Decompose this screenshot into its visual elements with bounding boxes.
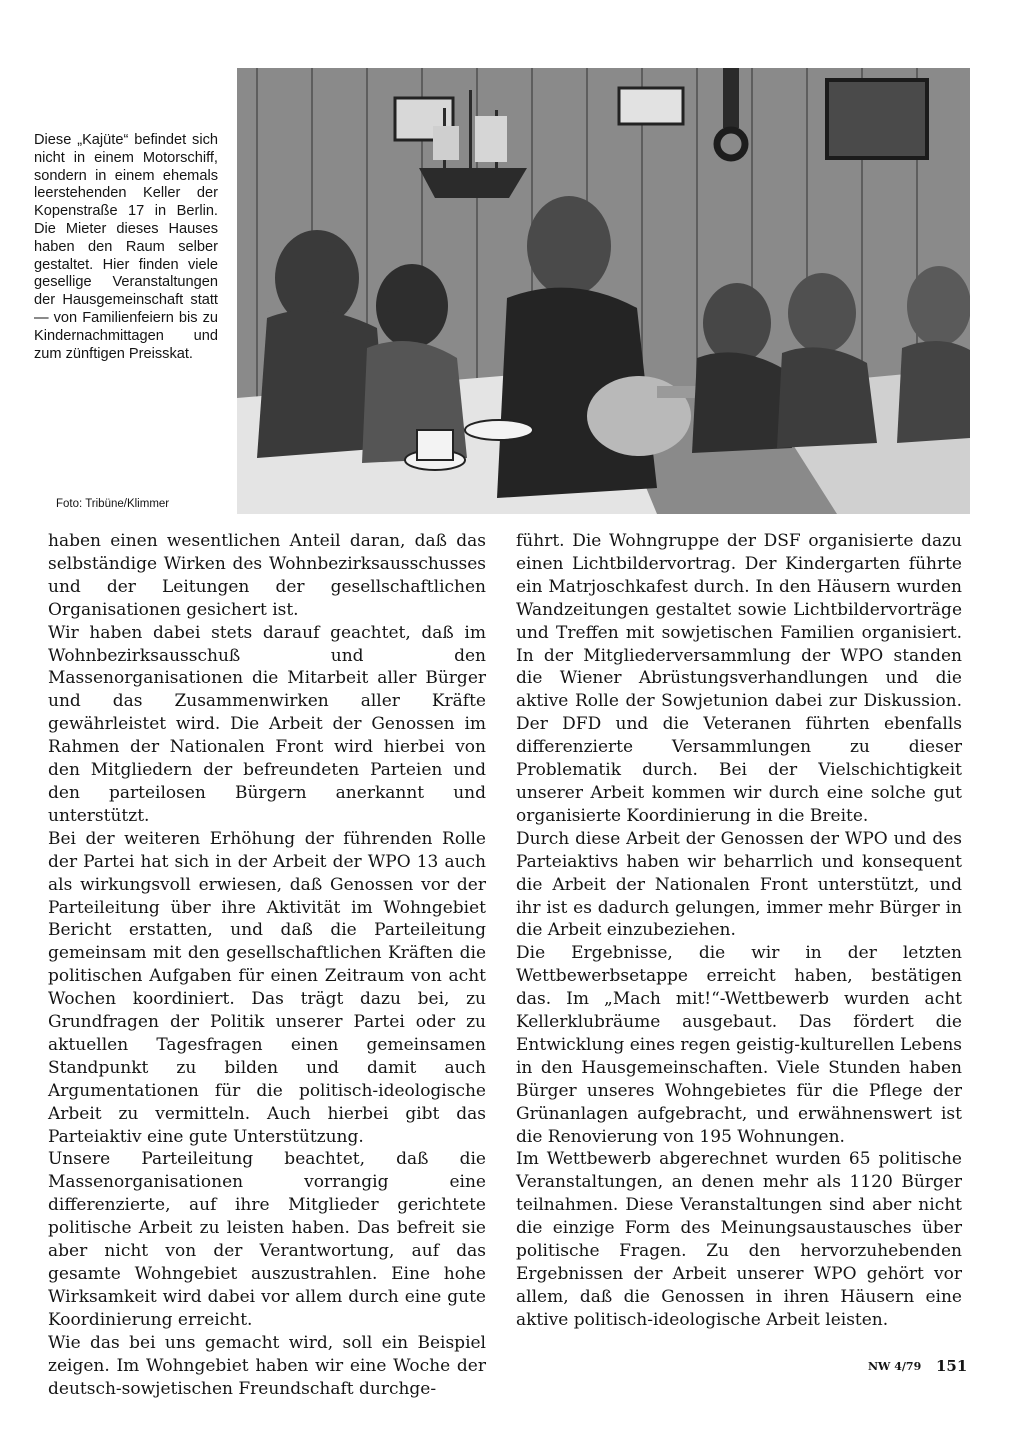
- article-right-column: [516, 530, 962, 1332]
- paragraph: Bei der weiteren Erhöhung der führenden Rolle der Partei hat sich in der Arbeit der WPO 13 auch als wirkungsvoll erwiesen, daß Genossen vor der Parteileitung über ihre Aktivität im Wohngebiet Bericht erstatten, und daß die Parteileitung gemeinsam mit den gesellschaftlichen Kräften die politischen Aufgaben für einen Zeitraum von acht Wochen koordiniert. Das trägt dazu bei, zu Grundfragen der Politik unserer Partei oder zu aktuellen Tagesfragen einen gemeinsamen Standpunkt zu bilden und damit auch Argumentationen für die politisch-ideologische Arbeit zu vermitteln. Auch hierbei gibt das Parteiaktiv eine gute Unterstützung.: [48, 828, 486, 1147]
- paragraph: führt. Die Wohngruppe der DSF organisierte dazu einen Lichtbildervortrag. Der Kindergarten führte ein Matrjoschkafest durch. In den Häusern wurden Wandzeitungen gestaltet sowie Lichtbildervorträge und Treffen mit sowjetischen Familien organisiert. In der Mitgliederversammlung der WPO standen die Wiener Abrüstungsverhandlungen und die aktive Rolle der Sowjetunion dabei zur Diskussion. Der DFD und die Veteranen führten ebenfalls differenzierte Versammlungen zu dieser Problematik durch. Bei der Vielschichtigkeit unserer Arbeit kommen wir durch eine solche gut organisierte Koordinierung in die Breite.: [516, 531, 962, 826]
- paragraph: Wir haben dabei stets darauf geachtet, daß im Wohnbezirksausschuß und den Massenorganisationen die Mitarbeit aller Bürger und das Zusammenwirken aller Kräfte gewährleistet wird. Die Arbeit der Genossen im Rahmen der Nationalen Front wird hierbei von den Mitgliedern der befreundeten Parteien und den parteilosen Bürgern anerkannt und unterstützt.: [48, 622, 486, 826]
- page-number: 151: [936, 1357, 968, 1375]
- paragraph: Im Wettbewerb abgerechnet wurden 65 politische Veranstaltungen, an denen mehr als 1120 Bürger teilnahmen. Diese Veranstaltungen sind aber nicht die einzige Form des Meinungsaustausches über politische Fragen. Zu den hervorzuhebenden Ergebnissen der Arbeit unserer WPO gehört vor allem, daß die Genossen in ihren Häusern eine aktive politisch-ideologische Arbeit leisten.: [516, 1149, 962, 1330]
- paragraph: Die Ergebnisse, die wir in der letzten Wettbewerbsetappe erreicht haben, bestätigen das. Im „Mach mit!“-Wettbewerb wurden acht Kellerklubräume ausgebaut. Das fördert die Entwicklung eines regen geistig-kulturellen Lebens in den Hausgemeinschaften. Viele Stunden haben Bürger unseres Wohngebietes für die Pflege der Grünanlagen aufgebracht, und erwähnenswert ist die Renovierung von 195 Wohnungen.: [516, 943, 962, 1147]
- paragraph: Durch diese Arbeit der Genossen der WPO und des Parteiaktivs haben wir beharrlich und konsequent die Arbeit der Nationalen Front unterstützt, und ihr ist es dadurch gelungen, immer mehr Bürger in die Arbeit einzubeziehen.: [516, 828, 962, 941]
- paragraph: Unsere Parteileitung beachtet, daß die Massenorganisationen vorrangig eine differenzierte, auf ihre Mitglieder gerichtete politische Arbeit zu leisten haben. Das befreit sie aber nicht von der Verantwortung, auf das gesamte Wohngebiet auszustrahlen. Eine hohe Wirksamkeit wird dabei vor allem durch eine gute Koordinierung erreicht.: [48, 1149, 486, 1330]
- photo-illustration: [237, 68, 970, 514]
- photo-credit: Foto: Tribüne/Klimmer: [56, 498, 170, 510]
- issue-code: NW 4/79: [868, 1360, 922, 1373]
- paragraph: haben einen wesentlichen Anteil daran, daß das selbständige Wirken des Wohnbezirksausschusses und der Leitungen der gesellschaftlichen Organisationen gesichert ist.: [48, 531, 486, 620]
- photo-image: [237, 68, 970, 514]
- article-left-column: [48, 530, 486, 1400]
- photo-caption: Diese „Kajüte“ befindet sich nicht in einem Motorschiff, sondern in einem ehemals leerstehenden Keller der Kopenstraße 17 in Berlin. Die Mieter dieses Hauses haben den Raum selber gestaltet. Hier finden viele gesellige Veranstaltungen der Hausgemeinschaft statt — von Familienfeiern bis zu Kindernachmittagen und zum zünftigen Preisskat.: [34, 132, 218, 362]
- paragraph: Wie das bei uns gemacht wird, soll ein Beispiel zeigen. Im Wohngebiet haben wir eine Woche der deutsch-sowjetischen Freundschaft durchge-: [48, 1332, 486, 1399]
